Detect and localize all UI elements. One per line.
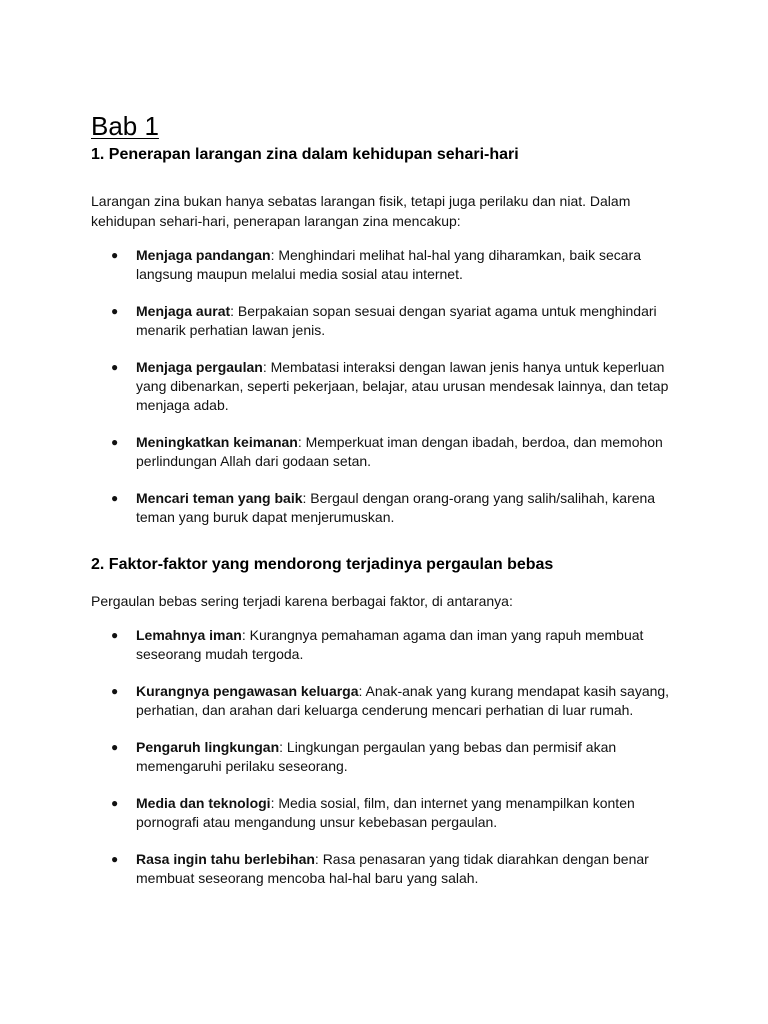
list-item-term: Menjaga pandangan [136, 247, 271, 263]
list-item-text: : Kurangnya pemahaman agama dan iman yang rapuh membuat seseorang mudah tergoda. [136, 627, 644, 662]
list-item-text: : Menghindari melihat hal-hal yang diharamkan, baik secara langsung maupun melalui media sosial atau internet. [136, 247, 642, 282]
list-item [91, 246, 671, 284]
list-item-term: Menjaga aurat [136, 303, 231, 319]
list-item [91, 302, 671, 340]
list-item [91, 794, 671, 832]
bullet-icon: ● [111, 628, 119, 642]
list-item-term: Rasa ingin tahu berlebihan [136, 851, 315, 867]
list-item-term: Kurangnya pengawasan keluarga [136, 683, 359, 699]
bullet-list [91, 246, 671, 527]
bullet-icon: ● [111, 491, 119, 505]
list-item-text: : Media sosial, film, dan internet yang menampilkan konten pornografi atau mengandung unsur kebebasan pergaulan. [136, 795, 635, 830]
bullet-list [91, 626, 671, 888]
bullet-icon: ● [111, 740, 119, 754]
list-item-term: Meningkatkan keimanan [136, 434, 298, 450]
list-item [91, 738, 671, 776]
list-item [91, 626, 671, 664]
document-title: Bab 1 [91, 111, 159, 141]
bullet-icon: ● [111, 796, 119, 810]
section-faktor-pergaulan-bebas [91, 555, 671, 906]
list-item-text: : Memperkuat iman dengan ibadah, berdoa, dan memohon perlindungan Allah dari godaan setan. [136, 434, 663, 469]
list-item [91, 489, 671, 527]
bullet-icon: ● [111, 435, 119, 449]
list-item-term: Pengaruh lingkungan [136, 739, 280, 755]
list-item-text: : Bergaul dengan orang-orang yang salih/salihah, karena teman yang buruk dapat menjerumuskan. [136, 490, 656, 525]
list-item-text: : Lingkungan pergaulan yang bebas dan permisif akan memengaruhi perilaku seseorang. [136, 739, 617, 774]
bullet-icon: ● [111, 304, 119, 318]
list-item-term: Mencari teman yang baik [136, 490, 303, 506]
list-item [91, 850, 671, 888]
list-item [91, 682, 671, 720]
section-intro: Larangan zina bukan hanya sebatas larangan fisik, tetapi juga perilaku dan niat. Dalam kehidupan sehari-hari, penerapan larangan zina mencakup: [91, 193, 631, 229]
section-penerapan-larangan-zina [91, 145, 671, 545]
list-item-text: : Membatasi interaksi dengan lawan jenis hanya untuk keperluan yang dibenarkan, seperti pekerjaan, belajar, atau urusan mendesak lainnya, dan tetap menjaga adab. [136, 359, 669, 413]
bullet-icon: ● [111, 248, 119, 262]
section-heading: 2. Faktor-faktor yang mendorong terjadinya pergaulan bebas [91, 556, 554, 573]
list-item-text: : Berpakaian sopan sesuai dengan syariat agama untuk menghindari menarik perhatian lawan jenis. [136, 303, 657, 338]
list-item-term: Lemahnya iman [136, 627, 242, 643]
bullet-icon: ● [111, 684, 119, 698]
bullet-icon: ● [111, 360, 119, 374]
list-item-term: Media dan teknologi [136, 795, 271, 811]
section-intro: Pergaulan bebas sering terjadi karena berbagai faktor, di antaranya: [91, 593, 513, 609]
list-item [91, 433, 671, 471]
list-item-term: Menjaga pergaulan [136, 359, 263, 375]
list-item [91, 358, 671, 415]
bullet-icon: ● [111, 852, 119, 866]
list-item-text: : Rasa penasaran yang tidak diarahkan dengan benar membuat seseorang mencoba hal-hal baru yang salah. [136, 851, 649, 886]
list-item-text: : Anak-anak yang kurang mendapat kasih sayang, perhatian, dan arahan dari keluarga cenderung mencari perhatian di luar rumah. [136, 683, 670, 718]
section-heading: 1. Penerapan larangan zina dalam kehidupan sehari-hari [91, 146, 519, 163]
